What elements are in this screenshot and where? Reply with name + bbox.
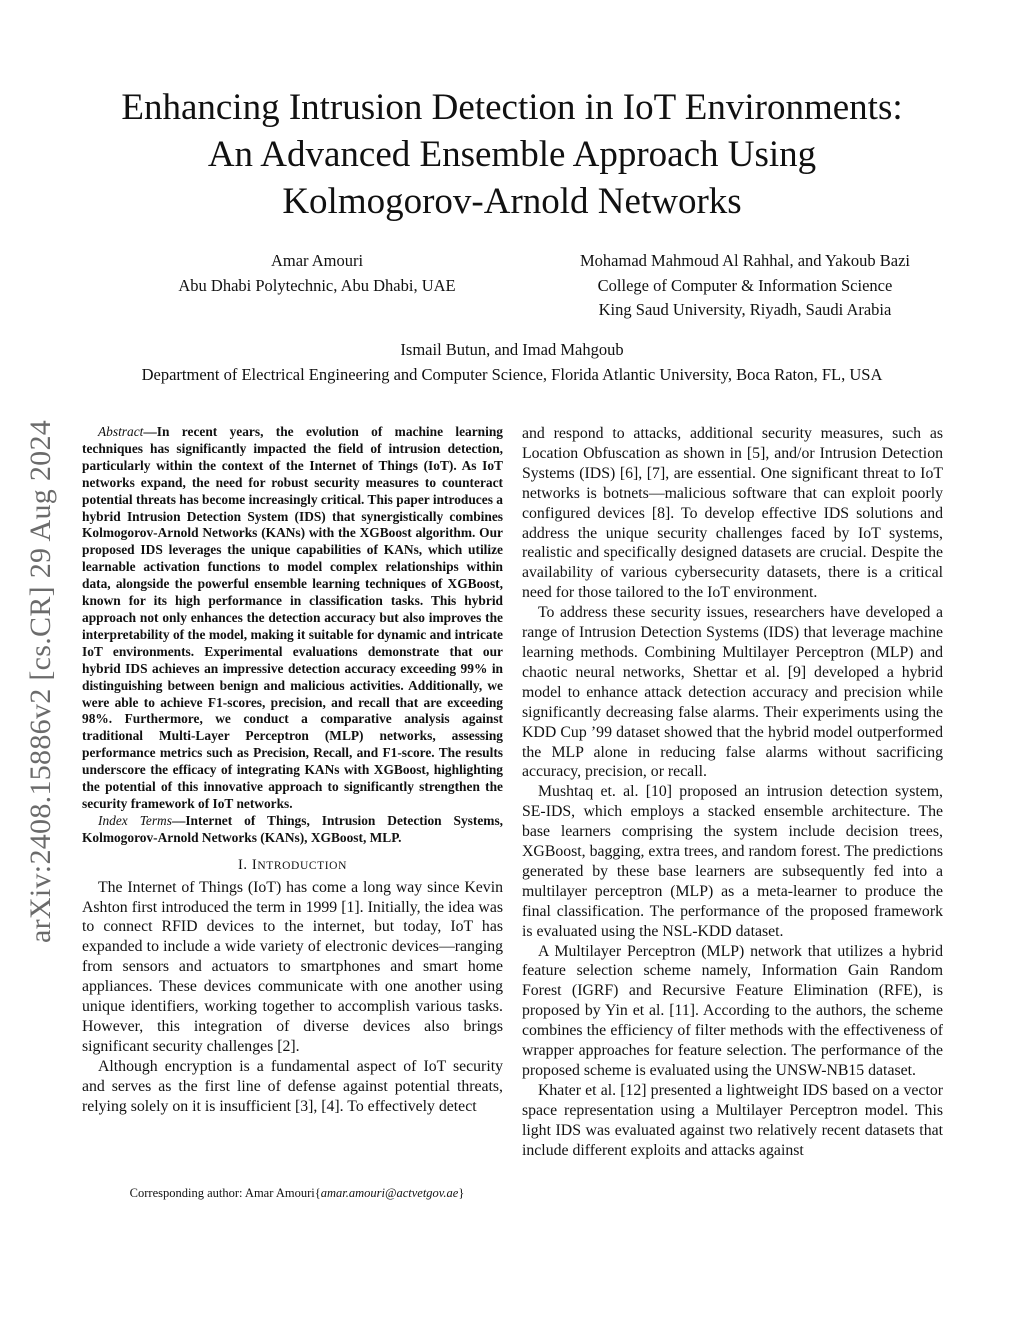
body-paragraph-3: Mushtaq et. al. [10] proposed an intrusion detection system, SE-IDS, which employs a stacked ensemble architecture. The base learners comprising the system include decision trees, XGBoost, bagging, extra trees, and random forest. The predictions generated by these base learners are subsequently fed into a multilayer perceptron (MLP) as a meta-learner to produce the final classification. The performance of the proposed framework is evaluated using the NSL-KDD dataset.	[522, 783, 943, 940]
author-email: amar.amouri@actvetgov.ae	[320, 1186, 459, 1200]
paper-title	[0, 84, 1024, 225]
abstract-label: Abstract	[98, 424, 144, 439]
title-line-1: Enhancing Intrusion Detection in IoT Environments:	[121, 87, 903, 128]
right-column	[522, 424, 943, 1161]
author-name: Mohamad Mahmoud Al Rahhal, and Yakoub Bazi	[580, 251, 910, 270]
body-paragraph-4: A Multilayer Perceptron (MLP) network that utilizes a hybrid feature selection scheme namely, Information Gain Random Forest (IGRF) and Recursive Feature Elimination (RFE), is proposed by Yin et al. [11]. According to the authors, the scheme combines the efficiency of filter methods with the effectiveness of wrapper approaches for feature selection. The performance of the proposed scheme is evaluated using the UNSW-NB15 dataset.	[522, 942, 943, 1079]
body-paragraph-1: and respond to attacks, additional security measures, such as Location Obfuscation as shown in [5], and/or Intrusion Detection Systems (IDS) [6], [7], are essential. One significant threat to IoT networks is botnets—malicious software that can exploit poorly configured devices [8]. To develop effective IDS solutions and address the unique security challenges faced by IoT systems, realistic and specifically designed datasets are crucial. Despite the availability of various cybersecurity datasets, there is a critical need for those tailored to the IoT environment.	[522, 425, 943, 602]
author-affiliation: Department of Electrical Engineering and Computer Science, Florida Atlantic University, Boca Raton, FL, USA	[141, 364, 883, 384]
index-terms-text: —Internet of Things, Intrusion Detection Systems, Kolmogorov-Arnold Networks (KANs), XGBoost, MLP.	[82, 812, 504, 845]
author-name: Ismail Butun, and Imad Mahgoub	[400, 340, 624, 359]
title-line-2: An Advanced Ensemble Approach Using	[207, 134, 817, 175]
author-block-bottom	[0, 338, 1024, 387]
author-affiliation: College of Computer & Information Science	[597, 275, 893, 295]
section-heading-introduction: I. INTRODUCTION	[238, 856, 347, 873]
left-column	[82, 424, 503, 1117]
arxiv-identifier: arXiv:2408.15886v2 [cs.CR] 29 Aug 2024	[24, 419, 57, 943]
author-affiliation: Abu Dhabi Polytechnic, Abu Dhabi, UAE	[178, 275, 456, 295]
index-terms	[82, 813, 503, 847]
author-name: Amar Amouri	[270, 251, 364, 270]
title-line-3: Kolmogorov-Arnold Networks	[282, 181, 742, 222]
abstract	[82, 424, 503, 813]
body-paragraph-5: Khater et al. [12] presented a lightweight IDS based on a vector space representation using a Multilayer Perceptron model. This light IDS was evaluated against two relatively recent datasets that include different exploits and attacks against	[522, 1081, 943, 1159]
intro-paragraph-2: Although encryption is a fundamental aspect of IoT security and serves as the first line of defense against potential threats, relying solely on it is insufficient [3], [4]. To effectively detect	[82, 1057, 503, 1115]
author-affiliation: King Saud University, Riyadh, Saudi Arabia	[598, 300, 892, 319]
index-terms-label: Index Terms	[98, 812, 172, 828]
body-paragraph-2: To address these security issues, researchers have developed a range of Intrusion Detection Systems (IDS) that leverage machine learning methods. Combining Multilayer Perceptron (MLP) and chaotic neural networks, Shettar et al. [9] developed a hybrid model to enhance attack detection accuracy and precision while significantly decreasing false alarms. Their experiments using the KDD Cup ’99 dataset showed that the hybrid model outperformed the MLP alone in reducing false alarms without sacrificing accuracy, precision, or recall.	[522, 604, 943, 781]
author-block-right	[520, 249, 970, 323]
abstract-text: —In recent years, the evolution of machine learning techniques has significantly impacted the field of intrusion detection, particularly within the context of the Internet of Things (IoT). As IoT networks expand, the need for robust security measures to counteract potential threats has become increasingly critical. This paper introduces a hybrid Intrusion Detection System (IDS) that synergistically combines Kolmogorov-Arnold Networks (KANs) with the XGBoost algorithm. Our proposed IDS leverages the unique capabilities of KANs, which utilize learnable activation functions to model complex relationships within data, alongside the powerful ensemble learning techniques of XGBoost, known for its high performance in classification tasks. This hybrid approach not only enhances the detection accuracy but also improves the interpretability of the model, making it suitable for dynamic and intricate IoT environments. Experimental evaluations demonstrate that our hybrid IDS achieves an impressive detection accuracy exceeding 99% in distinguishing between benign and malicious activities. Additionally, we were able to achieve F1-scores, precision, and recall that are exceeding 98%. Furthermore, we conduct a comparative analysis against traditional Multi-Layer Perceptron (MLP) networks, assessing performance metrics such as Precision, Recall, and F1-score. The results underscore the efficacy of integrating KANs with XGBoost, highlighting the potential of this innovative approach to significantly strengthen the security framework of IoT networks.	[82, 424, 503, 811]
footnote: Corresponding author: Amar Amouri{amar.amouri@actvetgov.ae}	[129, 1186, 465, 1200]
author-block-left	[117, 249, 517, 298]
intro-paragraph-1: The Internet of Things (IoT) has come a long way since Kevin Ashton first introduced the term in 1999 [1]. Initially, the idea was to connect RFID devices to the internet, but today, IoT has expanded to include a wide variety of electronic devices—ranging from sensors and actuators to smartphones and smart home appliances. These devices communicate with one another using unique identifiers, working together to accomplish various tasks. However, this integration of diverse devices also brings significant security challenges [2].	[82, 878, 503, 1055]
